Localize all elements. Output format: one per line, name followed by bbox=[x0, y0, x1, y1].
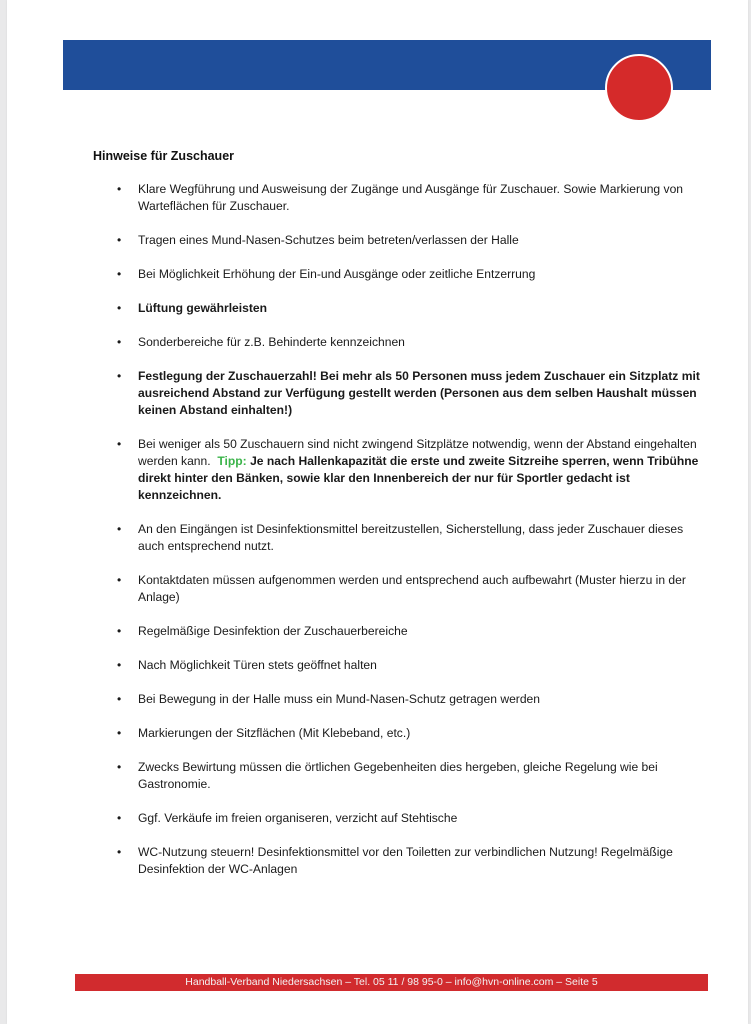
list-item-text: Lüftung gewährleisten bbox=[138, 301, 268, 315]
list-item-text: Nach Möglichkeit Türen stets geöffnet halten bbox=[138, 658, 377, 672]
tipp-label: Tipp: bbox=[217, 454, 247, 468]
bullet-icon: • bbox=[117, 624, 122, 638]
bullet-icon: • bbox=[117, 233, 122, 247]
header-circle-logo bbox=[605, 54, 673, 122]
bullet-icon: • bbox=[117, 658, 122, 672]
list-item bbox=[117, 725, 702, 742]
list-item-text: Zwecks Bewirtung müssen die örtlichen Gegebenheiten dies hergeben, gleiche Regelung wie bei Gastronomie. bbox=[138, 760, 658, 791]
list-item bbox=[117, 232, 702, 249]
list-item-text: WC-Nutzung steuern! Desinfektionsmittel vor den Toiletten zur verbindlichen Nutzung! Regelmäßige Desinfektion der WC-Anlagen bbox=[138, 845, 673, 876]
list-item-text: Bei weniger als 50 Zuschauern sind nicht zwingend Sitzplätze notwendig, wenn der Abstand eingehalten werden kann. bbox=[138, 437, 697, 468]
list-item-text: Klare Wegführung und Ausweisung der Zugänge und Ausgänge für Zuschauer. Sowie Markierung von Warteflächen für Zuschauer. bbox=[138, 182, 684, 213]
list-item bbox=[117, 300, 702, 317]
bullet-icon: • bbox=[117, 301, 122, 315]
list-item bbox=[117, 436, 702, 504]
bullet-icon: • bbox=[117, 845, 122, 859]
footer-bar: Handball-Verband Niedersachsen – Tel. 05 11 / 98 95-0 – info@hvn-online.com – Seite 5 bbox=[75, 974, 708, 991]
list-item bbox=[117, 810, 702, 827]
list-item bbox=[117, 623, 702, 640]
tipp-text: Je nach Hallenkapazität die erste und zweite Sitzreihe sperren, wenn Tribühne direkt hinter den Bänken, sowie klar den Innenbereich der nur für Sportler gedacht ist kennzeichnen. bbox=[138, 454, 699, 502]
list-item-text: Bei Möglichkeit Erhöhung der Ein-und Ausgänge oder zeitliche Entzerrung bbox=[138, 267, 536, 281]
list-item-text: Sonderbereiche für z.B. Behinderte kennzeichnen bbox=[138, 335, 405, 349]
list-item bbox=[117, 334, 702, 351]
bullet-icon: • bbox=[117, 726, 122, 740]
list-item bbox=[117, 266, 702, 283]
bullet-icon: • bbox=[117, 760, 122, 774]
bullet-icon: • bbox=[117, 692, 122, 706]
list-item-text: An den Eingängen ist Desinfektionsmittel bereitzustellen, Sicherstellung, dass jeder Zuschauer dieses auch entsprechend nutzt. bbox=[138, 522, 684, 553]
list-item-text: Bei Bewegung in der Halle muss ein Mund-Nasen-Schutz getragen werden bbox=[138, 692, 541, 706]
list-item-text: Tragen eines Mund-Nasen-Schutzes beim betreten/verlassen der Halle bbox=[138, 233, 519, 247]
bullet-icon: • bbox=[117, 811, 122, 825]
list-item-text: Ggf. Verkäufe im freien organiseren, verzicht auf Stehtische bbox=[138, 811, 458, 825]
list-item bbox=[117, 572, 702, 606]
bullet-icon: • bbox=[117, 182, 122, 196]
list-item-text: Festlegung der Zuschauerzahl! Bei mehr als 50 Personen muss jedem Zuschauer ein Sitzplatz mit ausreichend Abstand zur Verfügung gestellt werden (Personen aus dem selben Haushalt müssen keinen Abstand einhalten!) bbox=[138, 369, 700, 417]
bullet-icon: • bbox=[117, 437, 122, 451]
section-heading: Hinweise für Zuschauer bbox=[93, 149, 235, 163]
list-item bbox=[117, 368, 702, 419]
list-item bbox=[117, 657, 702, 674]
bullet-icon: • bbox=[117, 573, 122, 587]
list-item bbox=[117, 844, 702, 878]
bullet-icon: • bbox=[117, 522, 122, 536]
list-item-text: Kontaktdaten müssen aufgenommen werden und entsprechend auch aufbewahrt (Muster hierzu in der Anlage) bbox=[138, 573, 686, 604]
bullet-icon: • bbox=[117, 335, 122, 349]
bullet-icon: • bbox=[117, 369, 122, 383]
list-item-text: Regelmäßige Desinfektion der Zuschauerbereiche bbox=[138, 624, 408, 638]
list-item bbox=[117, 759, 702, 793]
list-item-text: Markierungen der Sitzflächen (Mit Klebeband, etc.) bbox=[138, 726, 411, 740]
list-item bbox=[117, 521, 702, 555]
list-item bbox=[117, 181, 702, 215]
hint-list bbox=[117, 181, 702, 895]
list-item bbox=[117, 691, 702, 708]
bullet-icon: • bbox=[117, 267, 122, 281]
document-page bbox=[7, 0, 748, 1024]
